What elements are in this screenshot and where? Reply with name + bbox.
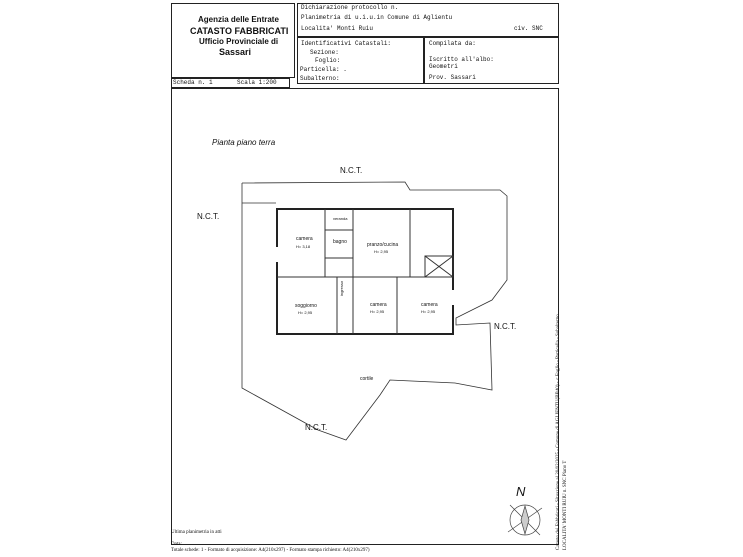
sassari-label: Sassari [219,47,252,57]
catasto-fabbricati: CATASTO FABBRICATI [190,26,289,36]
dichiarazione-label: Dichiarazione protocollo n. [301,4,399,11]
cortile-label: cortile [360,376,374,382]
room-pranzo-cucina: pranzo/cucina [367,242,399,248]
room-camera-2-height: H= 2,95 [370,309,385,314]
civ-label: civ. SNC [514,25,543,32]
subalterno-label: Subalterno: [300,75,340,82]
plan-title: Pianta piano terra [212,138,276,147]
room-bagno: bagno [333,239,347,245]
footer-ultima: Ultima planimetria in atti [171,530,222,535]
room-soggiorno: soggiorno [295,303,317,309]
room-soggiorno-height: H= 2,95 [298,310,313,315]
building-outline [277,209,453,334]
room-camera-3: camera [421,302,438,308]
room-veranda: veranda [333,216,348,221]
room-ingresso: ingresso [339,280,344,296]
planimetria-label: Planimetria di u.i.u.in Comune di Aglientu [301,14,453,21]
geometri-label: Geometri [429,63,458,70]
sezione-label: Sezione: [310,49,339,56]
room-camera-3-height: H= 2,95 [421,309,436,314]
nct-right-label: N.C.T. [494,322,517,331]
nct-bottom-label: N.C.T. [305,423,328,432]
agency-name: Agenzia delle Entrate [198,15,279,24]
nct-left-label: N.C.T. [197,212,220,221]
north-arrow-compass [508,505,542,535]
identificativi-label: Identificativi Catastali: [301,40,392,47]
scheda-label: Scheda n. 1 [173,79,213,86]
scala-label: Scala 1:200 [237,79,277,86]
sidebar-situazione: Catasto dei Fabbricati - Situazione al 20/02/2025 - Comune di AGLIENTU(BB40) - < Foglio - Particella - Subalterno [556,314,561,550]
localita-label: Localita' Monti Ruiu [301,25,374,32]
room-camera-1: camera [296,236,313,242]
particella-label: Particella: . [300,66,347,73]
prov-label: Prov. Sassari [429,74,476,81]
footer-totale: Totale schede: 1 - Formato di acquisizione: A4(210x297) - Formato stampa richiesto: A4(210x297) [171,548,370,553]
sidebar-localita: LOCALITA' MONTI RUIU n. SNC Piano T [563,460,568,550]
north-label: N [516,484,526,499]
ufficio-provinciale: Ufficio Provinciale di [199,37,279,46]
compilata-label: Compilata da: [429,40,476,47]
iscritto-label: Iscritto all'albo: [429,56,494,63]
footer-data: Data: [171,542,182,547]
room-camera-1-height: H= 3,18 [296,244,311,249]
foglio-label: Foglio: [315,57,341,64]
nct-top-label: N.C.T. [340,166,363,175]
room-camera-2: camera [370,302,387,308]
room-pranzo-height: H= 2,95 [374,249,389,254]
